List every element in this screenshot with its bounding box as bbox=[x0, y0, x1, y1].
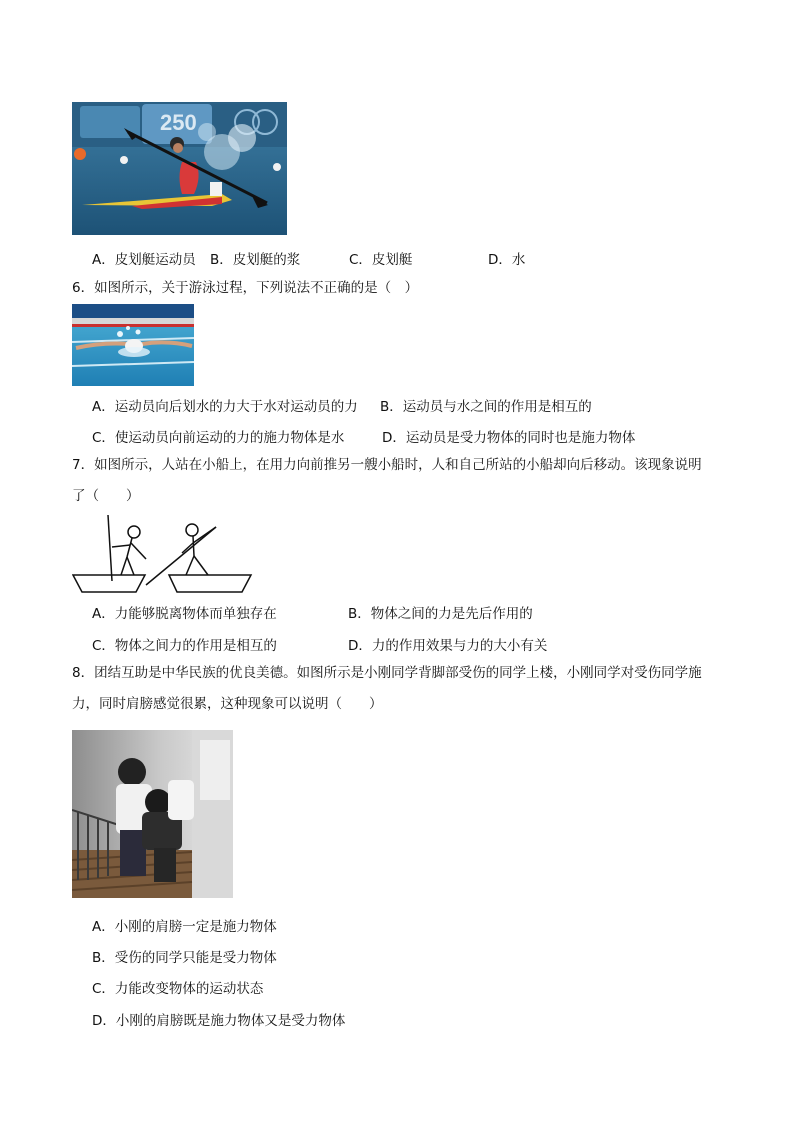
q6-option-b: B．运动员与水之间的作用是相互的 bbox=[380, 399, 592, 415]
q7-stem-line1: 7．如图所示，人站在小船上，在用力向前推另一艘小船时，人和自己所站的小船却向后移动。该现象说明 bbox=[72, 457, 702, 473]
q7-option-b: B．物体之间的力是先后作用的 bbox=[348, 606, 533, 622]
kayak-photo bbox=[72, 102, 287, 235]
q5-option-b: B．皮划艇的浆 bbox=[210, 252, 301, 268]
q6-option-c: C．使运动员向前运动的力的施力物体是水 bbox=[92, 430, 345, 446]
q8-option-d: D．小刚的肩膀既是施力物体又是受力物体 bbox=[92, 1013, 346, 1029]
q5-option-a: A．皮划艇运动员 bbox=[92, 252, 196, 268]
q6-option-d: D．运动员是受力物体的同时也是施力物体 bbox=[382, 430, 636, 446]
q5-option-d: D．水 bbox=[488, 252, 526, 268]
q7-stem-line2: 了（ ） bbox=[72, 488, 140, 504]
stairs-photo bbox=[72, 730, 233, 898]
swimmer-photo bbox=[72, 304, 194, 386]
q8-option-c: C．力能改变物体的运动状态 bbox=[92, 981, 264, 997]
q6-option-a: A．运动员向后划水的力大于水对运动员的力 bbox=[92, 399, 358, 415]
q8-stem-line1: 8．团结互助是中华民族的优良美德。如图所示是小刚同学背脚部受伤的同学上楼，小刚同学对受伤同学施 bbox=[72, 665, 702, 681]
q7-option-d: D．力的作用效果与力的大小有关 bbox=[348, 638, 548, 654]
q7-option-a: A．力能够脱离物体而单独存在 bbox=[92, 606, 277, 622]
q5-option-c: C．皮划艇 bbox=[349, 252, 413, 268]
q8-option-b: B．受伤的同学只能是受力物体 bbox=[92, 950, 277, 966]
q8-stem-line2: 力，同时肩膀感觉很累，这种现象可以说明（ ） bbox=[72, 696, 383, 712]
boats-diagram bbox=[72, 513, 254, 595]
q7-option-c: C．物体之间力的作用是相互的 bbox=[92, 638, 277, 654]
board-number: 250 bbox=[160, 110, 197, 135]
q8-option-a: A．小刚的肩膀一定是施力物体 bbox=[92, 919, 277, 935]
q6-stem: 6．如图所示，关于游泳过程，下列说法不正确的是（ ） bbox=[72, 280, 419, 296]
